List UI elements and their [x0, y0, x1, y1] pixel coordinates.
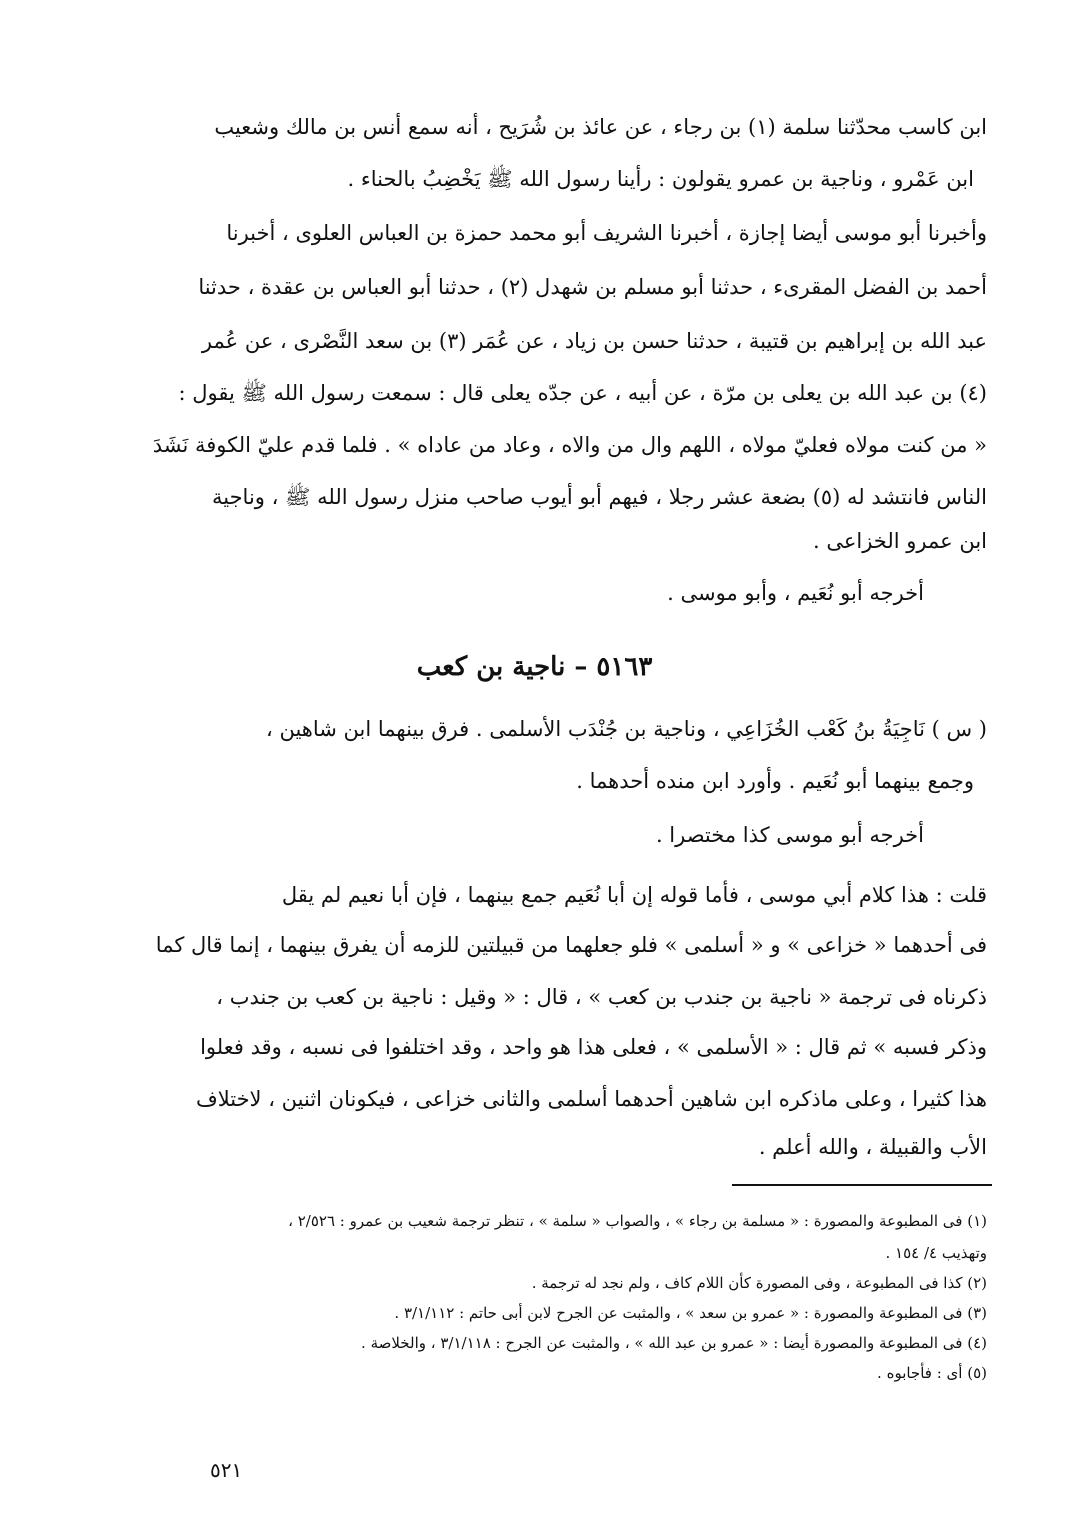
body-line-8: الناس فانتشد له (٥) بضعة عشر رجلا ، فيهم أبو أيوب صاحب منزل رسول الله ﷺ ، وناجية — [211, 485, 987, 509]
body-line-2: ابن عَمْرو ، وناجية بن عمرو يقولون : رأينا رسول الله ﷺ يَخْضِبُ بالحناء . — [347, 167, 974, 191]
footnote-1: (١) فى المطبوعة والمصورة : « مسلمة بن رجاء » ، والصواب « سلمة » ، تنظر ترجمة شعيب بن عمرو : ٢/٥٢٦ ، — [288, 1212, 987, 1230]
body-line-7: « من كنت مولاه فعليّ مولاه ، اللهم وال من والاه ، وعاد من عاداه » . فلما قدم عليّ الكوفة نَشَدَ — [152, 433, 987, 457]
body-line-4: أحمد بن الفضل المقرىء ، حدثنا أبو مسلم بن شهدل (٢) ، حدثنا أبو العباس بن عقدة ، حدثنا — [198, 275, 987, 299]
entry-heading: ٥١٦٣ – ناجية بن كعب — [416, 652, 653, 682]
page-number: ٥٢١ — [210, 1458, 243, 1482]
body-line-1: ابن كاسب محدّثنا سلمة (١) بن رجاء ، عن عائذ بن شُرَيح ، أنه سمع أنس بن مالك وشعيب — [214, 115, 987, 139]
comment-line-4: وذكر فسبه » ثم قال : « الأسلمى » ، فعلى هذا هو واحد ، وقد اختلفوا فى نسبه ، وقد فعلوا — [200, 1035, 987, 1059]
footnote-4: (٤) فى المطبوعة والمصورة أيضا : « عمرو بن عبد الله » ، والمثبت عن الجرح : ٣/١/١١٨ ، والخلاصة . — [361, 1334, 987, 1352]
comment-line-5: هذا كثيرا ، وعلى ماذكره ابن شاهين أحدهما أسلمى والثانى خزاعى ، فيكونان اثنين ، لاختلاف — [195, 1087, 987, 1111]
body-line-10: أخرجه أبو نُعَيم ، وأبو موسى . — [667, 581, 924, 605]
footnote-1-continued: وتهذيب ٤/ ١٥٤ . — [885, 1244, 987, 1262]
footnote-2: (٢) كذا فى المطبوعة ، وفى المصورة كأن اللام كاف ، ولم نجد له ترجمة . — [531, 1274, 987, 1292]
entry-line-3: أخرجه أبو موسى كذا مختصرا . — [655, 823, 924, 847]
body-line-5: عبد الله بن إبراهيم بن قتيبة ، حدثنا حسن بن زياد ، عن عُمَر (٣) بن سعد النَّصْرى ، عن عُمر — [201, 329, 987, 353]
comment-line-6: الأب والقبيلة ، والله أعلم . — [758, 1135, 987, 1159]
comment-line-1: قلت : هذا كلام أبي موسى ، فأما قوله إن أبا نُعَيم جمع بينهما ، فإن أبا نعيم لم يقل — [281, 883, 987, 907]
entry-line-1: ( س ) نَاجِيَةُ بنُ كَعْب الخُزَاعِي ، وناجية بن جُنْدَب الأسلمى . فرق بينهما ابن شاهين ، — [266, 717, 987, 741]
comment-line-3: ذكرناه فى ترجمة « ناجية بن جندب بن كعب » ، قال : « وقيل : ناجية بن كعب بن جندب ، — [216, 985, 987, 1009]
footnote-3: (٣) فى المطبوعة والمصورة : « عمرو بن سعد » ، والمثبت عن الجرح لابن أبى حاتم : ٣/١/١١٢ . — [394, 1304, 987, 1322]
body-line-6: (٤) بن عبد الله بن يعلى بن مرّة ، عن أبيه ، عن جدّه يعلى قال : سمعت رسول الله ﷺ يقول : — [178, 381, 987, 405]
body-line-9: ابن عمرو الخزاعى . — [812, 529, 987, 553]
body-line-3: وأخبرنا أبو موسى أيضا إجازة ، أخبرنا الشريف أبو محمد حمزة بن العباس العلوى ، أخبرنا — [226, 221, 987, 245]
footnote-separator — [732, 1184, 992, 1186]
comment-line-2: فى أحدهما « خزاعى » و « أسلمى » فلو جعلهما من قبيلتين للزمه أن يفرق بينهما ، إنما قال كما — [155, 933, 987, 957]
entry-line-2: وجمع بينهما أبو نُعَيم . وأورد ابن منده أحدهما . — [576, 769, 974, 793]
footnote-5: (٥) أى : فأجابوه . — [877, 1364, 987, 1382]
